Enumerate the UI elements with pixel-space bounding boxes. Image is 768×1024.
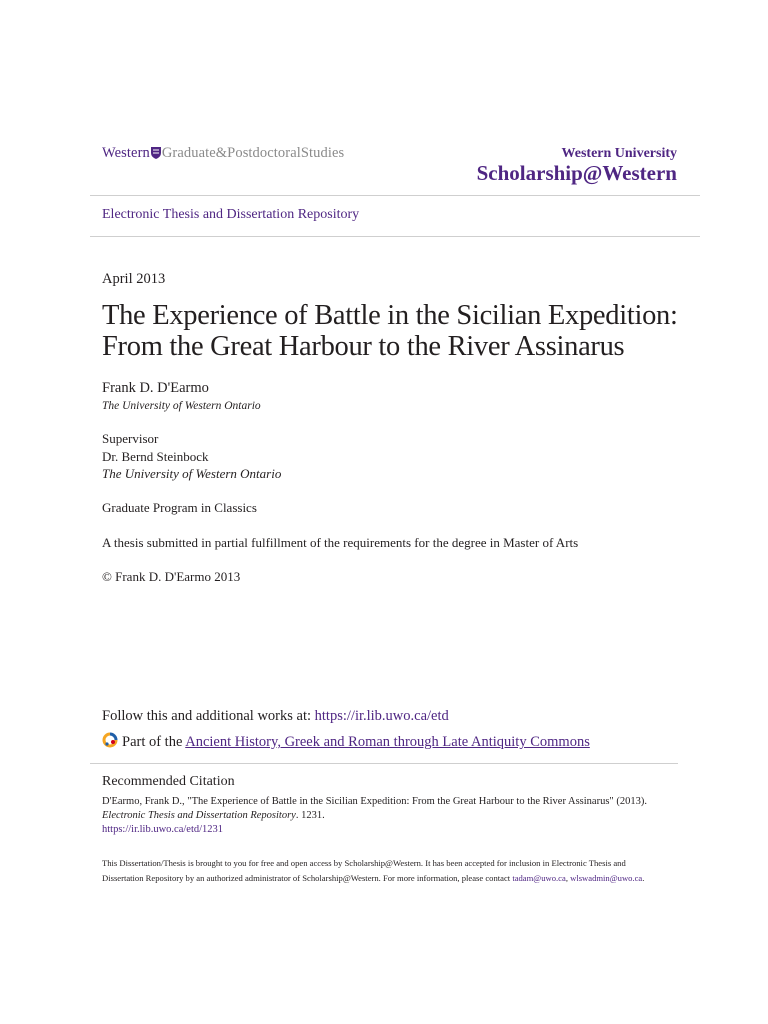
citation-url-link[interactable]: https://ir.lib.uwo.ca/etd/1231 xyxy=(102,824,224,835)
part-of-text: Part of the xyxy=(122,734,186,750)
access-statement-text: This Dissertation/Thesis is brought to you for free and open access by Scholarship@Western. It has been accepted for inclusion in Electronic Thesis and Dissertation Repository by an authorized administrator of Scholarship@Western. For more information, please contact xyxy=(102,858,626,883)
thesis-date: April 2013 xyxy=(102,271,166,287)
citation-heading: Recommended Citation xyxy=(102,774,235,789)
divider-citation xyxy=(90,763,678,764)
author-name: Frank D. D'Earmo xyxy=(102,380,209,396)
commons-link[interactable]: Ancient History, Greek and Roman through Late Antiquity Commons xyxy=(185,734,590,750)
part-of-line xyxy=(102,732,590,751)
degree-statement: A thesis submitted in partial fulfillment of the requirements for the degree in Master of Arts xyxy=(102,535,579,550)
graduate-program: Graduate Program in Classics xyxy=(102,500,257,515)
logo-western-text: Western xyxy=(102,145,150,161)
email-link-tadam[interactable]: tadam@uwo.ca xyxy=(512,873,566,883)
author-institution: The University of Western Ontario xyxy=(102,400,261,412)
etd-url-link[interactable]: https://ir.lib.uwo.ca/etd xyxy=(314,708,449,724)
citation-line-1: D'Earmo, Frank D., "The Experience of Battle in the Sicilian Expedition: From the Great Harbour to the River Assinarus" (2013). xyxy=(102,796,647,807)
thesis-title-line-1: The Experience of Battle in the Sicilian Expedition: xyxy=(102,300,678,331)
scholarship-western-link[interactable]: Scholarship@Western xyxy=(476,161,677,185)
shield-icon xyxy=(151,147,161,159)
statement-end: . xyxy=(642,873,645,883)
western-graduate-studies-logo xyxy=(102,145,344,162)
follow-text: Follow this and additional works at: xyxy=(102,708,315,724)
copyright-notice: © Frank D. D'Earmo 2013 xyxy=(102,569,241,584)
citation-repository-name: Electronic Thesis and Dissertation Repository xyxy=(102,810,296,821)
thesis-title-line-2: From the Great Harbour to the River Assinarus xyxy=(102,331,625,362)
access-statement xyxy=(102,856,662,886)
repository-link[interactable]: Electronic Thesis and Dissertation Repository xyxy=(102,207,360,222)
divider-top xyxy=(90,195,700,196)
supervisor-name: Dr. Bernd Steinbock xyxy=(102,449,209,464)
supervisor-institution: The University of Western Ontario xyxy=(102,466,282,481)
citation-line-2 xyxy=(102,810,325,821)
western-university-label: Western University xyxy=(561,146,677,161)
email-link-wlswadmin[interactable]: wlswadmin@uwo.ca xyxy=(570,873,643,883)
email-separator: , xyxy=(565,873,571,883)
logo-graduate-studies-text: Graduate&PostdoctoralStudies xyxy=(161,145,345,161)
follow-works-line xyxy=(102,708,449,725)
network-icon xyxy=(102,732,120,749)
thesis-title xyxy=(102,300,722,362)
citation-number: . 1231. xyxy=(295,810,325,821)
divider-repository xyxy=(90,236,700,237)
supervisor-label: Supervisor xyxy=(102,431,159,446)
